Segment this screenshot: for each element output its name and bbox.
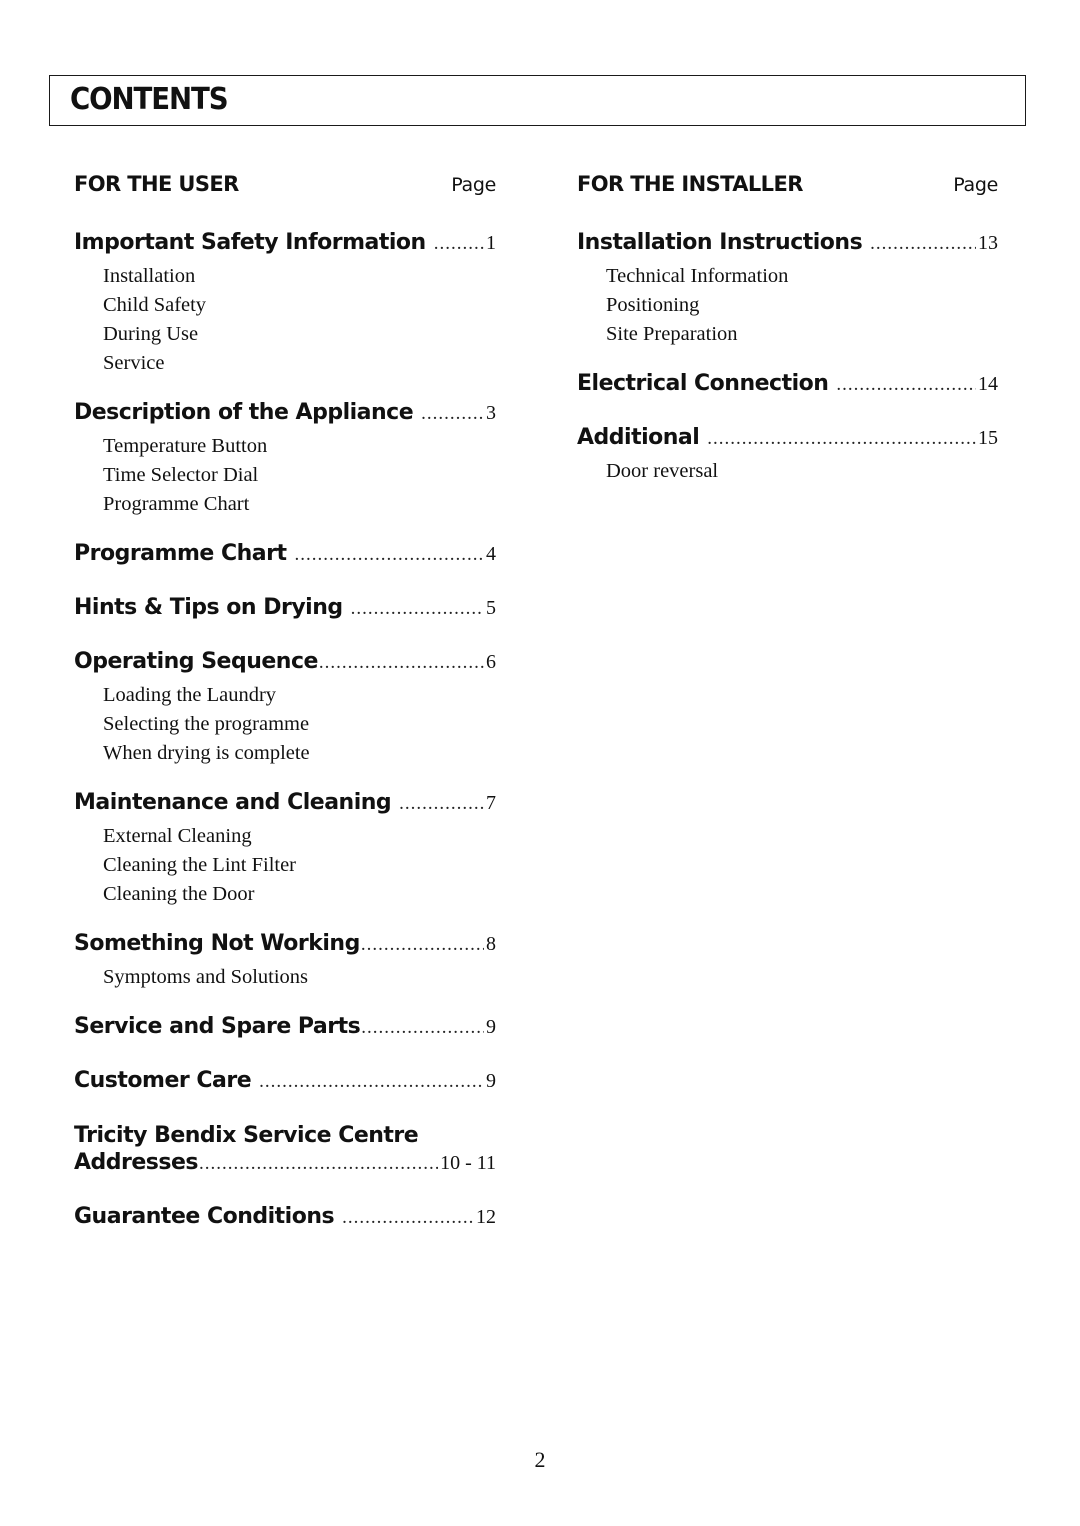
entry-page-number: 6 bbox=[486, 651, 496, 673]
subitem-list bbox=[74, 963, 496, 992]
entry-title[interactable]: Installation Instructions bbox=[577, 230, 863, 255]
entry-title[interactable]: Programme Chart bbox=[74, 541, 287, 566]
subitem-list bbox=[74, 822, 496, 909]
dot-leader bbox=[259, 1071, 484, 1093]
entry-page-number: 7 bbox=[486, 792, 496, 814]
entry-title[interactable]: Service and Spare Parts bbox=[74, 1014, 361, 1039]
toc-entry[interactable] bbox=[74, 595, 496, 627]
entry-title[interactable]: Description of the Appliance bbox=[74, 400, 414, 425]
installer-column-header bbox=[577, 172, 998, 208]
dot-leader bbox=[361, 934, 484, 956]
subitem: Technical Information bbox=[606, 265, 789, 287]
page-column-label: Page bbox=[953, 174, 998, 196]
entry-title[interactable]: Hints & Tips on Drying bbox=[74, 595, 343, 620]
entry-page-number: 4 bbox=[486, 543, 496, 565]
subitem: Child Safety bbox=[103, 294, 207, 316]
toc-entry[interactable] bbox=[74, 1014, 496, 1046]
entry-title[interactable]: Operating Sequence bbox=[74, 649, 318, 674]
page-column-label: Page bbox=[451, 174, 496, 196]
entry-title-line1[interactable]: Tricity Bendix Service Centre bbox=[74, 1123, 419, 1148]
user-column bbox=[74, 172, 496, 1258]
entry-page-number: 9 bbox=[486, 1070, 496, 1092]
subitem: Selecting the programme bbox=[103, 713, 310, 735]
subitem: Temperature Button bbox=[103, 435, 268, 457]
subitem: Door reversal bbox=[606, 460, 719, 482]
toc-entry[interactable] bbox=[577, 371, 998, 403]
subitem: Symptoms and Solutions bbox=[103, 966, 309, 988]
dot-leader bbox=[421, 403, 484, 425]
subitem-list bbox=[74, 432, 496, 519]
subitem-list bbox=[74, 681, 496, 768]
subitem-list bbox=[74, 262, 496, 378]
user-section-heading: FOR THE USER bbox=[74, 172, 239, 196]
toc-entry[interactable] bbox=[74, 649, 496, 768]
subitem-list bbox=[577, 457, 998, 486]
subitem: Installation bbox=[103, 265, 196, 287]
entry-title[interactable]: Important Safety Information bbox=[74, 230, 426, 255]
subitem: Loading the Laundry bbox=[103, 684, 277, 706]
installer-column bbox=[577, 172, 998, 508]
page-number: 2 bbox=[534, 1447, 546, 1472]
subitem: Programme Chart bbox=[103, 493, 250, 515]
dot-leader bbox=[361, 1017, 484, 1039]
dot-leader bbox=[342, 1207, 474, 1229]
entry-title[interactable]: Electrical Connection bbox=[577, 371, 829, 396]
toc-entry[interactable] bbox=[74, 1204, 496, 1236]
page-title: CONTENTS bbox=[70, 82, 228, 117]
toc-entry[interactable] bbox=[74, 400, 496, 519]
entry-title[interactable]: Guarantee Conditions bbox=[74, 1204, 335, 1229]
dot-leader bbox=[399, 793, 484, 815]
contents-title-box bbox=[49, 75, 1026, 126]
subitem: External Cleaning bbox=[103, 825, 252, 847]
subitem: During Use bbox=[103, 323, 199, 345]
toc-entry[interactable] bbox=[74, 931, 496, 992]
dot-leader bbox=[870, 233, 976, 255]
entry-title[interactable]: Addresses bbox=[74, 1150, 198, 1175]
entry-page-number: 10 - 11 bbox=[440, 1152, 496, 1174]
dot-leader bbox=[707, 428, 976, 450]
installer-section-heading: FOR THE INSTALLER bbox=[577, 172, 803, 196]
entry-page-number: 1 bbox=[486, 232, 496, 254]
subitem-list bbox=[577, 262, 998, 349]
subitem: Cleaning the Lint Filter bbox=[103, 854, 297, 876]
subitem: Positioning bbox=[606, 294, 700, 316]
toc-entry[interactable] bbox=[74, 1068, 496, 1100]
subitem: Service bbox=[103, 352, 165, 374]
subitem: Time Selector Dial bbox=[103, 464, 259, 486]
entry-title[interactable]: Maintenance and Cleaning bbox=[74, 790, 392, 815]
entry-page-number: 8 bbox=[486, 933, 496, 955]
entry-page-number: 12 bbox=[476, 1206, 496, 1228]
subitem: Cleaning the Door bbox=[103, 883, 255, 905]
dot-leader bbox=[434, 233, 484, 255]
toc-entry[interactable] bbox=[577, 230, 998, 349]
dot-leader bbox=[836, 374, 976, 396]
entry-title[interactable]: Customer Care bbox=[74, 1068, 252, 1093]
dot-leader bbox=[319, 652, 484, 674]
toc-entry[interactable] bbox=[74, 230, 496, 378]
toc-entry[interactable] bbox=[74, 1122, 496, 1182]
entry-page-number: 3 bbox=[486, 402, 496, 424]
toc-entry[interactable] bbox=[74, 790, 496, 909]
subitem: Site Preparation bbox=[606, 323, 738, 345]
toc-entry[interactable] bbox=[74, 541, 496, 573]
entry-page-number: 15 bbox=[978, 427, 998, 449]
entry-page-number: 14 bbox=[978, 373, 998, 395]
entry-title[interactable]: Something Not Working bbox=[74, 931, 360, 956]
dot-leader bbox=[199, 1153, 438, 1175]
entry-page-number: 9 bbox=[486, 1016, 496, 1038]
entry-page-number: 13 bbox=[978, 232, 998, 254]
dot-leader bbox=[351, 598, 484, 620]
entry-title[interactable]: Additional bbox=[577, 425, 700, 450]
entry-page-number: 5 bbox=[486, 597, 496, 619]
toc-entry[interactable] bbox=[577, 425, 998, 486]
user-column-header bbox=[74, 172, 496, 208]
subitem: When drying is complete bbox=[103, 742, 310, 764]
dot-leader bbox=[294, 544, 484, 566]
